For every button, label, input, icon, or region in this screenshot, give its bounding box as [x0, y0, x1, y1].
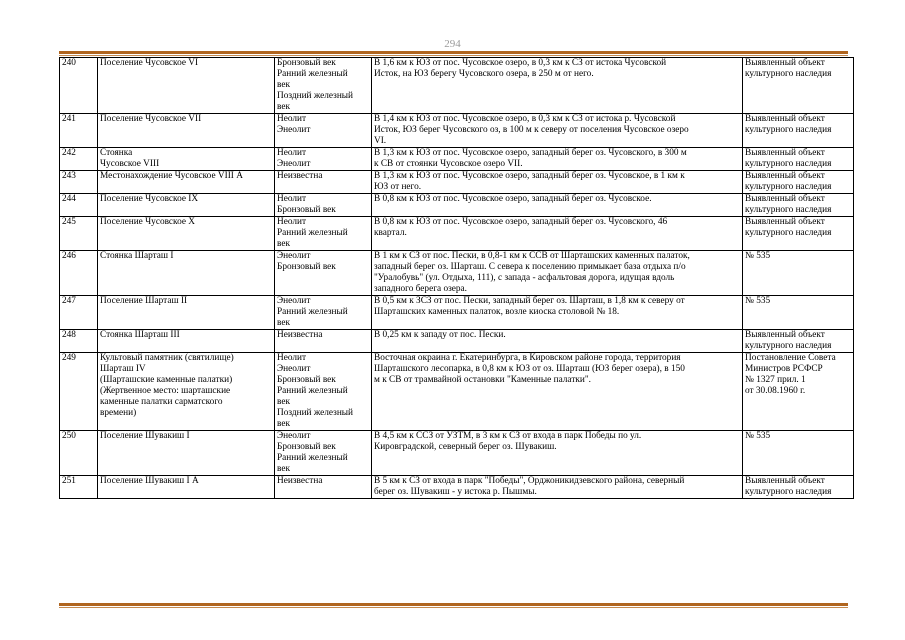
site-name-line: Поселение Чусовское IX [100, 194, 199, 204]
period-line: Неизвестна [277, 171, 323, 181]
location-line: В 0,5 км к ЗСЗ от пос. Пески, западный берег оз. Шарташ, в 1,8 км к северу от [374, 296, 685, 306]
period-line: Ранний железный [277, 453, 348, 463]
status-cell [743, 251, 854, 296]
period-line: век [277, 419, 290, 429]
site-name-line: времени) [100, 408, 137, 418]
location-line: Исток, ЮЗ берег Чусовского оз, в 100 м к северу от поселения Чусовское озеро [374, 125, 689, 135]
period-cell [275, 171, 372, 194]
status-line: Выявленный объект [745, 476, 825, 486]
period-cell [275, 431, 372, 476]
status-cell [743, 217, 854, 251]
site-name-line: каменные палатки сарматского [100, 397, 223, 407]
site-name-line: Культовый памятник (святилище) [100, 353, 234, 363]
period-cell [275, 148, 372, 171]
status-cell [743, 330, 854, 353]
table-row [60, 171, 854, 194]
period-line: Энеолит [277, 159, 311, 169]
site-name-line: Поселение Чусовское VII [100, 114, 202, 124]
period-line: Неолит [277, 194, 307, 204]
location-cell [372, 171, 743, 194]
site-name-line: Поселение Шувакиш I А [100, 476, 199, 486]
period-line: Неолит [277, 148, 307, 158]
status-line: культурного наследия [745, 69, 832, 79]
status-line: № 535 [745, 251, 771, 261]
location-cell [372, 476, 743, 499]
period-cell [275, 217, 372, 251]
period-line: Энеолит [277, 251, 311, 261]
row-number-cell: 246 [60, 251, 98, 296]
status-line: культурного наследия [745, 125, 832, 135]
period-line: Энеолит [277, 364, 311, 374]
site-name-cell [98, 353, 275, 431]
site-name-line: Стоянка Шарташ III [100, 330, 180, 340]
period-line: Бронзовый век [277, 262, 336, 272]
period-line: Поздний железный [277, 91, 354, 101]
status-line: № 1327 прил. 1 [745, 375, 806, 385]
table-row [60, 114, 854, 148]
status-line: Выявленный объект [745, 330, 825, 340]
period-line: Ранний железный [277, 307, 348, 317]
site-name-cell [98, 330, 275, 353]
status-cell [743, 476, 854, 499]
period-line: Бронзовый век [277, 58, 336, 68]
table-row [60, 476, 854, 499]
table-row [60, 217, 854, 251]
status-line: культурного наследия [745, 159, 832, 169]
site-name-cell [98, 148, 275, 171]
location-cell [372, 58, 743, 114]
period-cell [275, 476, 372, 499]
status-cell [743, 171, 854, 194]
site-name-cell [98, 217, 275, 251]
table-row [60, 148, 854, 171]
period-line: век [277, 239, 290, 249]
location-cell [372, 330, 743, 353]
status-line: от 30.08.1960 г. [745, 386, 806, 396]
location-line: западного берега озера. [374, 284, 468, 294]
status-cell [743, 114, 854, 148]
status-line: культурного наследия [745, 205, 832, 215]
location-line: берег оз. Шувакиш - у истока р. Пышмы. [374, 487, 537, 497]
row-number-cell: 244 [60, 194, 98, 217]
status-line: № 535 [745, 296, 771, 306]
status-cell [743, 194, 854, 217]
period-line: Ранний железный [277, 386, 348, 396]
site-name-line: (Жертвенное место: шарташские [100, 386, 231, 396]
location-line: В 1 км к СЗ от пос. Пески, в 0,8-1 км к ССВ от Шарташских каменных палаток, [374, 251, 690, 261]
site-name-line: Шарташ IV [100, 364, 146, 374]
period-line: Бронзовый век [277, 205, 336, 215]
location-line: В 0,8 км к ЮЗ от пос. Чусовское озеро, западный берег оз. Чусовское. [374, 194, 652, 204]
site-name-cell [98, 251, 275, 296]
status-cell [743, 431, 854, 476]
status-cell [743, 353, 854, 431]
period-line: Энеолит [277, 296, 311, 306]
period-line: Поздний железный [277, 408, 354, 418]
period-line: век [277, 102, 290, 112]
site-name-line: Чусовское VIII [100, 159, 160, 169]
status-line: № 535 [745, 431, 771, 441]
site-name-line: Поселение Шарташ II [100, 296, 188, 306]
site-name-cell [98, 58, 275, 114]
site-name-cell [98, 194, 275, 217]
location-line: В 4,5 км к ССЗ от УЗТМ, в 3 км к СЗ от входа в парк Победы по ул. [374, 431, 642, 441]
location-line: к СВ от стоянки Чусовское озеро VII. [374, 159, 523, 169]
location-line: западный берег оз. Шарташ. С севера к поселению примыкает база отдыха п/о [374, 262, 686, 272]
period-line: Энеолит [277, 125, 311, 135]
table-row [60, 431, 854, 476]
location-cell [372, 353, 743, 431]
location-line: ЮЗ от него. [374, 182, 422, 192]
row-number-cell: 249 [60, 353, 98, 431]
header-rule [59, 51, 848, 56]
status-line: Выявленный объект [745, 171, 825, 181]
status-line: Выявленный объект [745, 58, 825, 68]
location-line: Исток, на ЮЗ берегу Чусовского озера, в 250 м от него. [374, 69, 594, 79]
page-number: 294 [444, 38, 461, 50]
period-line: век [277, 397, 290, 407]
site-name-line: Местонахождение Чусовское VIII А [100, 171, 243, 181]
site-name-cell [98, 296, 275, 330]
status-line: Министров РСФСР [745, 364, 823, 374]
period-line: Ранний железный [277, 228, 348, 238]
location-line: В 1,3 км к ЮЗ от пос. Чусовское озеро, западный берег оз. Чусовское, в 1 км к [374, 171, 685, 181]
heritage-registry-table [59, 57, 854, 499]
period-cell [275, 330, 372, 353]
location-line: В 0,8 км к ЮЗ от пос. Чусовское озеро, западный берег оз. Чусовского, 46 [374, 217, 668, 227]
location-line: "Уралобувь" (ул. Отдыха, 111), с запада - асфальтовая дорога, идущая вдоль [374, 273, 675, 283]
row-number-cell: 243 [60, 171, 98, 194]
site-name-cell [98, 431, 275, 476]
status-cell [743, 296, 854, 330]
row-number-cell: 250 [60, 431, 98, 476]
period-line: Бронзовый век [277, 375, 336, 385]
period-line: Ранний железный [277, 69, 348, 79]
location-cell [372, 217, 743, 251]
location-line: В 1,4 км к ЮЗ от пос. Чусовское озеро, в 0,3 км к СЗ от истока р. Чусовской [374, 114, 676, 124]
site-name-cell [98, 171, 275, 194]
status-line: Выявленный объект [745, 194, 825, 204]
row-number-cell: 241 [60, 114, 98, 148]
period-line: Бронзовый век [277, 442, 336, 452]
period-cell [275, 114, 372, 148]
location-line: Восточная окраина г. Екатеринбурга, в Кировском районе города, территория [374, 353, 681, 363]
location-cell [372, 114, 743, 148]
location-line: Шарташского лесопарка, в 0,8 км к ЮЗ от оз. Шарташ (ЮЗ берег озера), в 150 [374, 364, 685, 374]
location-line: В 0,25 км к западу от пос. Пески. [374, 330, 506, 340]
period-line: Неизвестна [277, 330, 323, 340]
site-name-cell [98, 476, 275, 499]
table-row [60, 296, 854, 330]
status-line: культурного наследия [745, 228, 832, 238]
table-row [60, 330, 854, 353]
status-line: культурного наследия [745, 341, 832, 351]
table-row [60, 353, 854, 431]
site-name-line: Поселение Чусовское Х [100, 217, 196, 227]
site-name-line: Стоянка Шарташ I [100, 251, 174, 261]
location-cell [372, 296, 743, 330]
site-name-line: Поселение Чусовское VI [100, 58, 199, 68]
row-number-cell: 247 [60, 296, 98, 330]
period-line: Неизвестна [277, 476, 323, 486]
row-number-cell: 242 [60, 148, 98, 171]
table-row [60, 194, 854, 217]
location-cell [372, 194, 743, 217]
period-cell [275, 251, 372, 296]
table-row [60, 58, 854, 114]
period-line: Неолит [277, 114, 307, 124]
period-cell [275, 353, 372, 431]
footer-rule [59, 603, 848, 608]
table-row [60, 251, 854, 296]
period-line: Энеолит [277, 431, 311, 441]
location-line: Шарташских каменных палаток, возле киоска столовой № 18. [374, 307, 620, 317]
row-number-cell: 240 [60, 58, 98, 114]
location-cell [372, 148, 743, 171]
site-name-line: Стоянка [100, 148, 133, 158]
location-line: В 1,6 км к ЮЗ от пос. Чусовское озеро, в 0,3 км к СЗ от истока Чусовской [374, 58, 667, 68]
location-line: м к СВ от трамвайной остановки "Каменные палатки". [374, 375, 591, 385]
status-cell [743, 148, 854, 171]
row-number-cell: 248 [60, 330, 98, 353]
period-line: век [277, 80, 290, 90]
status-line: Выявленный объект [745, 148, 825, 158]
site-name-cell [98, 114, 275, 148]
status-line: Выявленный объект [745, 217, 825, 227]
registry-body [60, 58, 854, 499]
location-cell [372, 431, 743, 476]
location-line: VI. [374, 136, 387, 146]
location-line: квартал. [374, 228, 407, 238]
status-line: культурного наследия [745, 182, 832, 192]
period-cell [275, 194, 372, 217]
period-cell [275, 58, 372, 114]
location-cell [372, 251, 743, 296]
period-cell [275, 296, 372, 330]
status-line: Постановление Совета [745, 353, 836, 363]
location-line: В 5 км к СЗ от входа в парк "Победы", Орджоникидзевского района, северный [374, 476, 685, 486]
location-line: Кировградской, северный берег оз. Шувакиш. [374, 442, 557, 452]
period-line: век [277, 464, 290, 474]
row-number-cell: 245 [60, 217, 98, 251]
period-line: Неолит [277, 217, 307, 227]
status-line: культурного наследия [745, 487, 832, 497]
period-line: век [277, 318, 290, 328]
location-line: В 1,3 км к ЮЗ от пос. Чусовское озеро, западный берег оз. Чусовского, в 300 м [374, 148, 687, 158]
site-name-line: (Шарташские каменные палатки) [100, 375, 233, 385]
site-name-line: Поселение Шувакиш I [100, 431, 190, 441]
status-cell [743, 58, 854, 114]
status-line: Выявленный объект [745, 114, 825, 124]
period-line: Неолит [277, 353, 307, 363]
row-number-cell: 251 [60, 476, 98, 499]
